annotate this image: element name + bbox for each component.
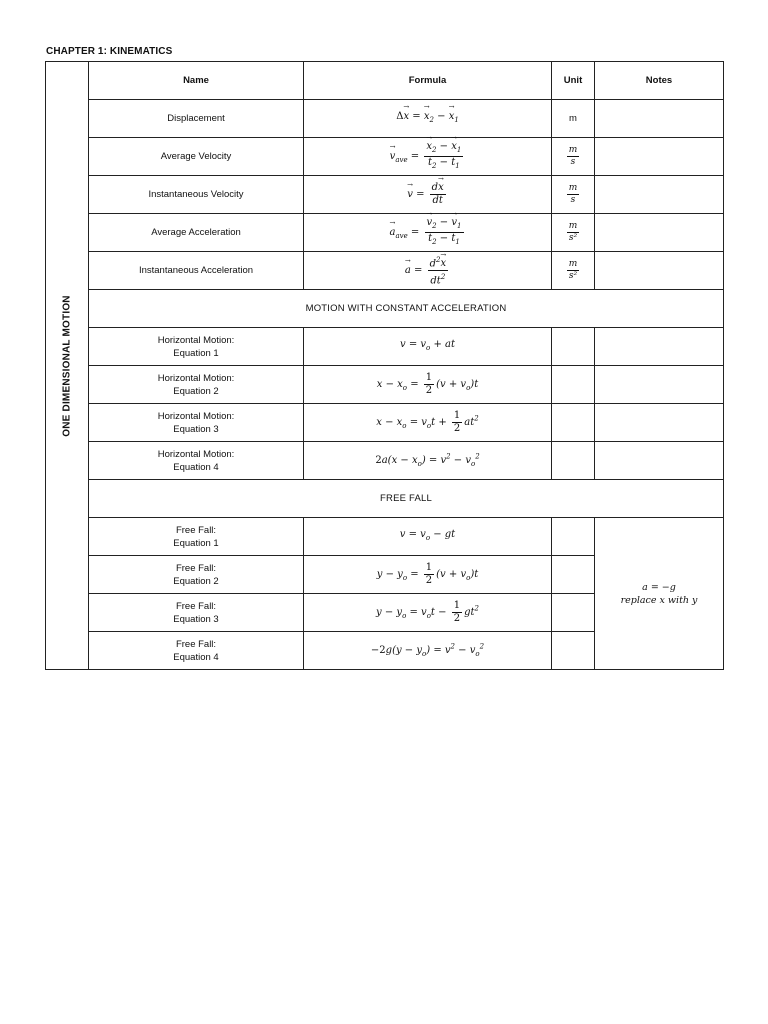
row-unit [552,366,595,404]
side-label: ONE DIMENSIONAL MOTION [61,294,73,437]
formula-freefall-1: $v = v_o$ − gt [304,518,552,556]
row-name: Horizontal Motion: Equation 2 [89,366,304,404]
section-constant-acceleration: MOTION WITH CONSTANT ACCELERATION [89,290,724,328]
table-row [46,404,724,442]
freefall-notes [595,518,724,670]
chapter-title: CHAPTER 1: KINEMATICS [46,46,173,57]
table-row [46,518,724,556]
formula-freefall-2: $y - y_o$ = $\frac{1}{2}$ $(v + v_o)t$ [304,556,552,594]
row-name: Horizontal Motion: Equation 4 [89,442,304,480]
row-unit [552,442,595,480]
row-unit: m [552,100,595,138]
row-unit [552,518,595,556]
section-row [46,290,724,328]
row-notes [595,404,724,442]
table-row [46,442,724,480]
formula-horizontal-1: $v = v_o$ + at [304,328,552,366]
table-row [46,252,724,290]
row-notes [595,100,724,138]
side-label-cell [46,62,89,670]
row-notes [595,176,724,214]
row-unit: $\frac{m}{s}$ [552,138,595,176]
kinematics-table [45,61,724,670]
row-name: Free Fall: Equation 4 [89,632,304,670]
row-name: Instantaneous Acceleration [89,252,304,290]
section-free-fall: FREE FALL [89,480,724,518]
row-unit [552,404,595,442]
row-name: Average Acceleration [89,214,304,252]
formula-displacement: Δ→ x = → $x_2$ − → $x_1$ [304,100,552,138]
row-unit: $\frac{m}{s}$ [552,176,595,214]
table-row [46,366,724,404]
formula-horizontal-2: $x - x_o$ = $\frac{1}{2}$ $(v + v_o)t$ [304,366,552,404]
row-unit: $\frac{m}{\text{s²}}$ [552,252,595,290]
formula-horizontal-3: $x - x_o = v_ot$ + $\frac{1}{2}$ $at^2$ [304,404,552,442]
row-unit [552,556,595,594]
row-name: Average Velocity [89,138,304,176]
section-row [46,480,724,518]
header-name: Name [89,62,304,100]
table-row [46,100,724,138]
formula-horizontal-4: $2a(x - x_o) = v^2 - v_o^2$ [304,442,552,480]
header-row [46,62,724,100]
formula-average-velocity: → $v_{ave}$ = → $\frac{x_2 - \to x_1}{t_2 - t_1}$ [304,138,552,176]
formula-instantaneous-acceleration: → a = $\frac{d^2\to x}{dt^2}$ [304,252,552,290]
formula-freefall-4: $-2g(y - y_o) = v^2 - v_o^2$ [304,632,552,670]
row-name: Free Fall: Equation 3 [89,594,304,632]
row-unit [552,632,595,670]
freefall-note-line2: replace x with y [620,594,698,606]
table-row [46,138,724,176]
header-unit: Unit [552,62,595,100]
row-name: Horizontal Motion: Equation 1 [89,328,304,366]
formula-instantaneous-velocity: → v = $\frac{d\to x}{dt}$ [304,176,552,214]
table-row [46,176,724,214]
table-row [46,214,724,252]
row-unit: $\frac{m}{\text{s²}}$ [552,214,595,252]
row-unit [552,594,595,632]
row-name: Displacement [89,100,304,138]
formula-freefall-3: $y - y_o = v_ot$ − $\frac{1}{2}$ $gt^2$ [304,594,552,632]
row-notes [595,442,724,480]
header-notes: Notes [595,62,724,100]
row-name: Horizontal Motion: Equation 3 [89,404,304,442]
row-name: Instantaneous Velocity [89,176,304,214]
row-notes [595,328,724,366]
row-name: Free Fall: Equation 1 [89,518,304,556]
row-name: Free Fall: Equation 2 [89,556,304,594]
header-formula: Formula [304,62,552,100]
row-notes [595,366,724,404]
row-notes [595,138,724,176]
row-unit [552,328,595,366]
row-notes [595,214,724,252]
freefall-note-line1: a = −g [642,581,676,593]
formula-average-acceleration: → $a_{ave}$ = → $\frac{v_2 - \to v_1}{t_2 - t_1}$ [304,214,552,252]
table-row [46,328,724,366]
row-notes [595,252,724,290]
